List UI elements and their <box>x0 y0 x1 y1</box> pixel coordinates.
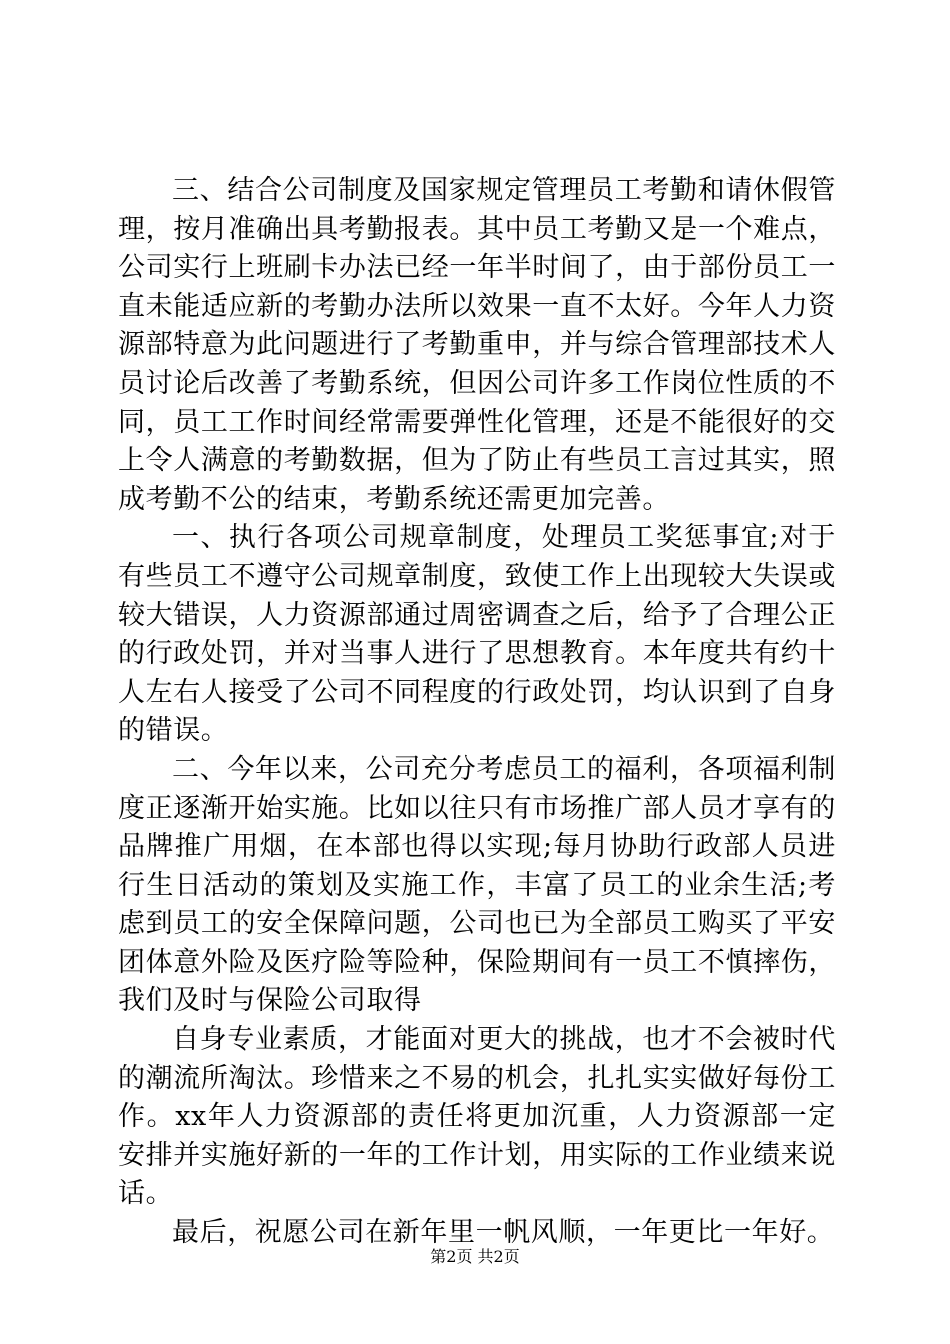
paragraph-discipline: 一、执行各项公司规章制度，处理员工奖惩事宜;对于有些员工不遵守公司规章制度，致使工作上出现较大失误或较大错误，人力资源部通过周密调查之后，给予了合理公正的行政处罚，并对当事人进行了思想教育。本年度共有约十人左右人接受了公司不同程度的行政处罚，均认识到了自身的错误。 <box>118 522 836 747</box>
page-number-footer: 第2页 共2页 <box>430 1247 520 1266</box>
paragraph-attendance: 三、结合公司制度及国家规定管理员工考勤和请休假管理，按月准确出具考勤报表。其中员工考勤又是一个难点，公司实行上班刷卡办法已经一年半时间了，由于部份员工一直未能适应新的考勤办法所以效果一直不太好。今年人力资源部特意为此问题进行了考勤重申，并与综合管理部技术人员讨论后改善了考勤系统，但因公司许多工作岗位性质的不同，员工工作时间经常需要弹性化管理，还是不能很好的交上令人满意的考勤数据，但为了防止有些员工言过其实，照成考勤不公的结束，考勤系统还需更加完善。 <box>118 175 836 515</box>
paragraph-closing-wish: 最后，祝愿公司在新年里一帆风顺，一年更比一年好。 <box>172 1217 835 1249</box>
paragraph-welfare: 二、今年以来，公司充分考虑员工的福利，各项福利制度正逐渐开始实施。比如以往只有市场推广部人员才享有的品牌推广用烟，在本部也得以实现;每月协助行政部人员进行生日活动的策划及实施工作，丰富了员工的业余生活;考虑到员工的安全保障问题，公司也已为全部员工购买了平安团体意外险及医疗险等险种，保险期间有一员工不慎摔伤，我们及时与保险公司取得 <box>118 753 836 1017</box>
document-body <box>118 172 836 1253</box>
paragraph-professional-quality: 自身专业素质，才能面对更大的挑战，也才不会被时代的潮流所淘汰。珍惜来之不易的机会，扎扎实实做好每份工作。xx年人力资源部的责任将更加沉重，人力资源部一定安排并实施好新的一年的工作计划，用实际的工作业绩来说话。 <box>118 1024 836 1210</box>
